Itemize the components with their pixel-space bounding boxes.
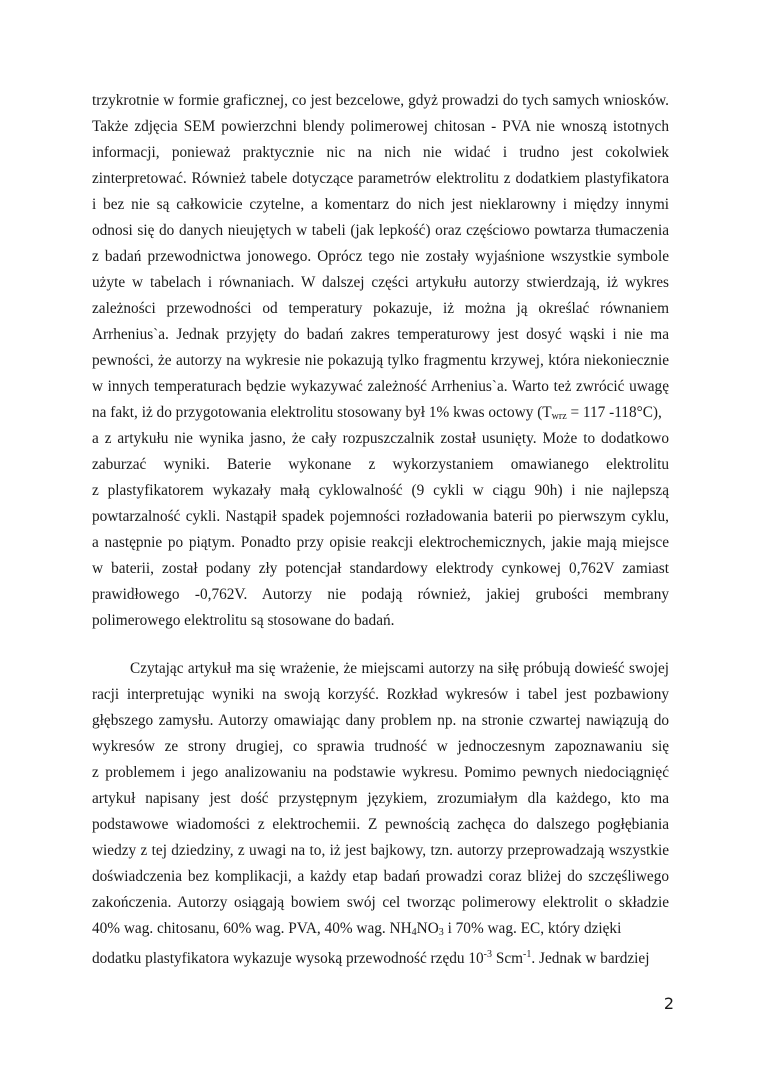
text-line: a z artykułu nie wynika jasno, że cały rozpuszczalnik został usunięty. Może to dodatkowo (92, 430, 669, 447)
superscript: -1 (523, 949, 532, 960)
page-number: 2 (663, 994, 674, 1013)
text-line-conductivity (92, 942, 669, 968)
text-line-composition (92, 916, 669, 942)
text-line: zależności przewodności od temperatury pokazuje, iż można ją określać równaniem (92, 300, 669, 317)
text-line: powtarzalność cykli. Nastąpił spadek pojemności rozładowania baterii po pierwszym cyklu, (92, 508, 669, 525)
superscript: -3 (483, 949, 492, 960)
line-part: NO (416, 920, 439, 937)
line-part: 40% wag. chitosanu, 60% wag. PVA, 40% wag. NH (92, 920, 412, 937)
text-line: w baterii, został podany zły potencjał standardowy elektrody cynkowej 0,762V zamiast (92, 560, 669, 577)
subscript: 3 (438, 927, 444, 938)
text-line: z problemem i jego analizowaniu na podstawie wykresu. Pomimo pewnych niedociągnięć (92, 764, 669, 781)
text-line: zakończenia. Autorzy osiągają bowiem swój cel tworząc polimerowy elektrolit o składzie (92, 894, 669, 911)
paragraph-critique (92, 88, 669, 634)
text-line: doświadczenia bez komplikacji, a każdy etap badań prowadzi coraz bliżej do szczęśliwego (92, 868, 669, 885)
text-line: polimerowego elektrolitu są stosowane do badań. (92, 612, 395, 629)
text-line: zinterpretować. Również tabele dotyczące parametrów elektrolitu z dodatkiem plastyfikatora (92, 170, 669, 187)
text-line: w innych temperaturach będzie wykazywać zależność Arrhenius`a. Warto też zwrócić uwagę (92, 378, 669, 395)
text-line: Także zdjęcia SEM powierzchni blendy polimerowej chitosan - PVA nie wnoszą istotnych (92, 118, 669, 135)
text-line: artykuł napisany jest dość przystępnym językiem, zrozumiałym dla każdego, kto ma (92, 790, 669, 807)
text-line: Arrhenius`a. Jednak przyjęty do badań zakres temperaturowy jest dosyć wąski i nie ma (92, 326, 669, 343)
line-part: na fakt, iż do przygotowania elektrolitu stosowany był 1% kwas octowy (T (92, 404, 552, 421)
text-line: z badań przewodnictwa jonowego. Oprócz tego nie zostały wyjaśnione wszystkie symbole (92, 248, 669, 265)
text-line: Czytając artykuł ma się wrażenie, że miejscami autorzy na siłę próbują dowieść swojej (130, 660, 669, 677)
text-line: wiedzy z tej dziedziny, z uwagi na to, iż jest bajkowy, tzn. autorzy przeprowadzają wszystkie (92, 842, 669, 859)
text-line: a następnie po piątym. Ponadto przy opisie reakcji elektrochemicznych, jakie mają miejsce (92, 534, 669, 551)
text-line: z plastyfikatorem wykazały małą cyklowalność (9 cykli w ciągu 90h) i nie najlepszą (92, 482, 669, 499)
line-part: = 117 -118°C), (566, 404, 662, 421)
paragraph-impressions (92, 656, 669, 968)
text-line: informacji, ponieważ praktycznie nic na nich nie widać i trudno jest cokolwiek (92, 144, 669, 161)
line-part: dodatku plastyfikatora wykazuje wysoką przewodność rzędu 10 (92, 950, 484, 967)
text-line: trzykrotnie w formie graficznej, co jest bezcelowe, gdyż prowadzi do tych samych wniosków. (92, 92, 669, 109)
text-line: pewności, że autorzy na wykresie nie pokazują tylko fragmentu krzywej, która niekoniecznie (92, 352, 669, 369)
line-part: . Jednak w bardziej (531, 950, 650, 967)
text-line: i bez nie są całkowicie czytelne, a komentarz do nich jest nieklarowny i między innymi (92, 196, 669, 213)
text-line: zaburzać wyniki. Baterie wykonane z wykorzystaniem omawianego elektrolitu (92, 456, 669, 473)
text-line: racji interpretując wyniki na swoją korzyść. Rozkład wykresów i tabel jest pozbawiony (92, 686, 669, 703)
text-line: odnosi się do danych nieujętych w tabeli (jak lepkość) oraz częściowo powtarza tłumaczenia (92, 222, 669, 239)
text-line: wykresów ze strony drugiej, co sprawia trudność w jednoczesnym zapoznawaniu się (92, 738, 669, 755)
subscript: 4 (411, 927, 417, 938)
text-line: użyte w tabelach i równaniach. W dalszej części artykułu autorzy stwierdzają, iż wykres (92, 274, 669, 291)
text-line: podstawowe wiadomości z elektrochemii. Z pewnością zachęca do dalszego pogłębiania (92, 816, 669, 833)
line-part: Scm (492, 950, 524, 967)
line-part: i 70% wag. EC, który dzięki (443, 920, 622, 937)
subscript-wrz: wrz (551, 411, 567, 422)
text-line: prawidłowego -0,762V. Autorzy nie podają również, jakiej grubości membrany (92, 586, 669, 603)
text-line: głębszego zamysłu. Autorzy omawiając dany problem np. na stronie czwartej nawiązują do (92, 712, 669, 729)
text-line-acetic-acid (92, 400, 669, 426)
